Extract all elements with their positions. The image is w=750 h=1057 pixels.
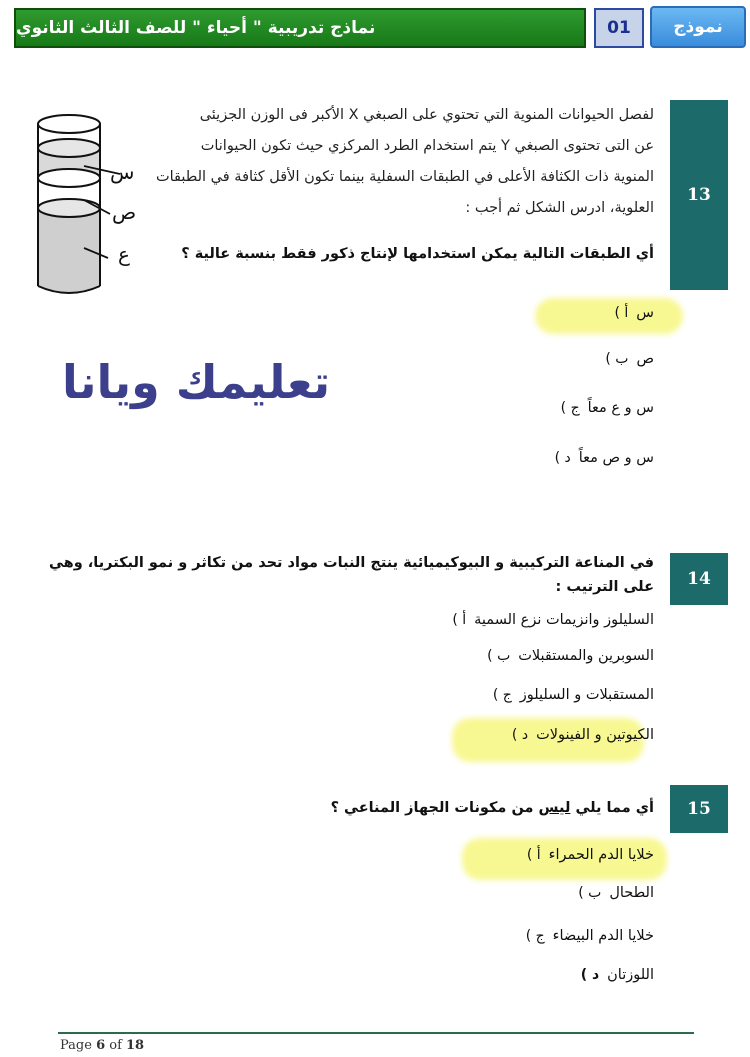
question-15-prompt: أي مما يلي ليس من مكونات الجهاز المناعي ؟	[330, 800, 654, 816]
question-13-line-1: لفصل الحيوانات المنوية التي تحتوي على الصبغي X الأكبر فى الوزن الجزيئى	[199, 107, 654, 123]
question-14-prompt: في المناعة التركيبية و البيوكيميائية ينتج النبات مواد تحد من تكاثر و نمو البكتريا، وهي على الترتيب :	[49, 555, 654, 595]
question-13-line-3: المنوية ذات الكثافة الأعلى في الطبقات السفلية بينما تكون الأقل كثافة في الطبقات	[155, 169, 654, 185]
q15-option-d[interactable]: د ) اللوزتان	[580, 967, 654, 983]
question-13-line-2: عن التى تحتوى الصبغي Y يتم استخدام الطرد المركزي حيث تكون الحيوانات	[200, 138, 654, 154]
footer-divider	[58, 1032, 694, 1034]
q14-option-d[interactable]: د ) الكيوتين و الفينولات	[511, 727, 654, 743]
question-13-text	[154, 100, 654, 224]
layer-label-seen: س	[110, 160, 135, 184]
q13-option-a[interactable]: أ ) س	[614, 305, 654, 321]
q13-option-b[interactable]: ب ) ص	[605, 351, 654, 367]
header-model-number: 01	[594, 8, 644, 48]
header-model-label: نموذج	[650, 6, 746, 48]
question-13-prompt: أي الطبقات التالية يمكن استخدامها لإنتاج ذكور فقط بنسبة عالية ؟	[181, 246, 654, 262]
q13-option-d[interactable]: د ) س و ص معاً	[554, 450, 654, 466]
q13-option-c[interactable]: ج ) س و ع معاً	[560, 400, 654, 416]
q15-option-c[interactable]: ج ) خلايا الدم البيضاء	[525, 928, 654, 944]
q15-option-a[interactable]: أ ) خلايا الدم الحمراء	[526, 847, 654, 863]
page-indicator: Page 6 of 18	[60, 1038, 145, 1053]
q14-option-b[interactable]: ب ) السوبرين والمستقبلات	[487, 648, 654, 664]
question-number-13: 13	[670, 100, 728, 290]
question-15-negation: ليس	[538, 800, 571, 816]
question-number-14: 14	[670, 553, 728, 605]
layer-label-sad: ص	[112, 200, 137, 224]
q15-option-b[interactable]: ب ) الطحال	[578, 885, 654, 901]
watermark-text: تعليمك ويانا	[62, 355, 331, 409]
header-title: نماذج تدريبية " أحياء " للصف الثالث الثانوي	[14, 8, 586, 48]
question-number-15: 15	[670, 785, 728, 833]
q14-option-a[interactable]: أ ) السليلوز وانزيمات نزع السمية	[452, 612, 654, 628]
question-13-line-4: العلوية، ادرس الشكل ثم أجب :	[465, 200, 654, 216]
highlight-q13-a	[535, 298, 683, 334]
tube-lower-fill	[38, 208, 100, 286]
q14-option-c[interactable]: ج ) المستقبلات و السليلوز	[492, 687, 654, 703]
layer-label-ain: ع	[118, 242, 130, 266]
